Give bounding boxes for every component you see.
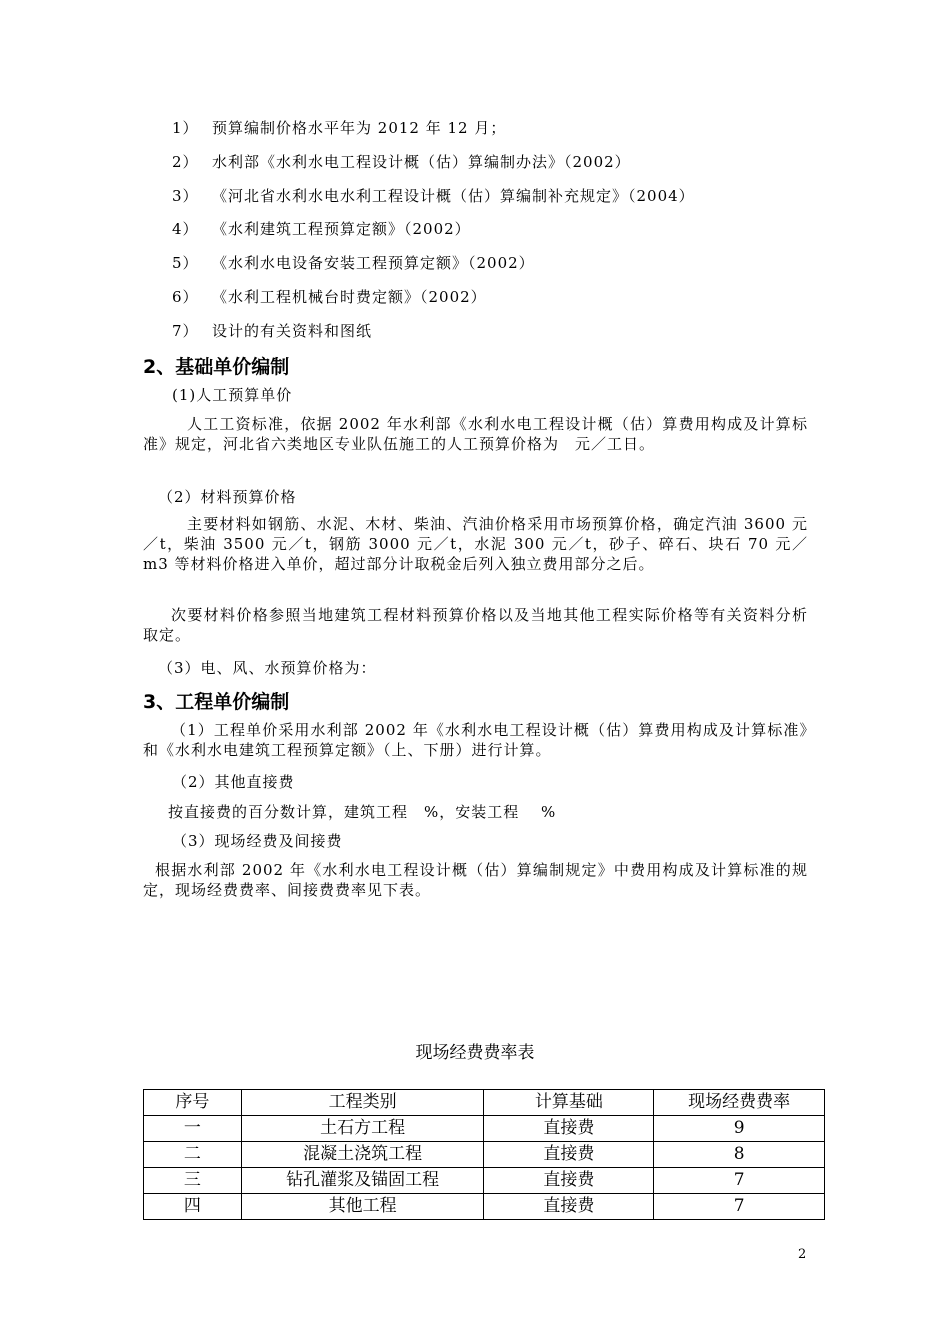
- list-item-text: 《水利水电设备安装工程预算定额》（2002）: [212, 254, 535, 272]
- table-cell: 二: [144, 1142, 242, 1168]
- subheading-utility-price: （3）电、风、水预算价格为：: [158, 659, 377, 677]
- subheading-other-direct-cost: （2）其他直接费: [172, 773, 295, 791]
- paragraph-rate-basis: 根据水利部 2002 年《水利水电工程设计概（估）算编制规定》中费用构成及计算标准的规定，现场经费费率、间接费费率见下表。: [143, 861, 808, 899]
- table-cell: 7: [654, 1168, 825, 1194]
- table-cell: 直接费: [484, 1168, 654, 1194]
- table-row: [144, 1168, 825, 1194]
- table-cell: 混凝土浇筑工程: [241, 1142, 484, 1168]
- table-cell: 直接费: [484, 1116, 654, 1142]
- table-cell: 其他工程: [241, 1194, 484, 1220]
- header-rate: 现场经费费率: [654, 1090, 825, 1116]
- paragraph-direct-cost-percent: 按直接费的百分数计算，建筑工程 %，安装工程 %: [168, 803, 557, 821]
- list-item-text: 《水利工程机械台时费定额》（2002）: [212, 288, 487, 306]
- list-item: 3） 《河北省水利水电水利工程设计概（估）算编制补充规定》（2004）: [172, 187, 695, 205]
- list-item: 6） 《水利工程机械台时费定额》（2002）: [172, 288, 487, 306]
- table-cell: 钻孔灌浆及锚固工程: [241, 1168, 484, 1194]
- header-basis: 计算基础: [484, 1090, 654, 1116]
- table-cell: 8: [654, 1142, 825, 1168]
- paragraph-main-materials: 主要材料如钢筋、水泥、木材、柴油、汽油价格采用市场预算价格，确定汽油 3600 元／t，柴油 3500 元／t，钢筋 3000 元／t，水泥 300 元／t，砂子、碎石、块石 70 元／m3 等材料价格进入单价，超过部分计取税金后列入独立费用部分之后。: [143, 515, 808, 573]
- list-item-text: 预算编制价格水平年为 2012 年 12 月；: [212, 119, 507, 137]
- subheading-labor-price: (1)人工预算单价: [172, 386, 293, 404]
- section-heading-2: 2、基础单价编制: [143, 356, 290, 378]
- list-item: 7） 设计的有关资料和图纸: [172, 322, 373, 340]
- header-seq: 序号: [144, 1090, 242, 1116]
- table-row: [144, 1116, 825, 1142]
- table-cell: 7: [654, 1194, 825, 1220]
- table-cell: 9: [654, 1116, 825, 1142]
- table-header-row: [144, 1090, 825, 1116]
- paragraph-unit-price-method: （1）工程单价采用水利部 2002 年《水利水电工程设计概（估）算费用构成及计算标准》和《水利水电建筑工程预算定额》（上、下册）进行计算。: [143, 721, 808, 759]
- table-cell: 直接费: [484, 1194, 654, 1220]
- site-cost-rate-table: [143, 1089, 825, 1220]
- list-item-text: 水利部《水利水电工程设计概（估）算编制办法》（2002）: [212, 153, 631, 171]
- list-item: 2） 水利部《水利水电工程设计概（估）算编制办法》（2002）: [172, 153, 631, 171]
- page-number: 2: [798, 1247, 807, 1262]
- list-item-text: 设计的有关资料和图纸: [212, 322, 373, 340]
- table-cell: 直接费: [484, 1142, 654, 1168]
- list-item: 5） 《水利水电设备安装工程预算定额》（2002）: [172, 254, 535, 272]
- subheading-site-indirect-cost: （3）现场经费及间接费: [172, 832, 343, 850]
- subheading-material-price: （2）材料预算价格: [158, 488, 297, 506]
- table-cell: 三: [144, 1168, 242, 1194]
- paragraph-labor-standard: 人工工资标准，依据 2002 年水利部《水利水电工程设计概（估）算费用构成及计算标准》规定，河北省六类地区专业队伍施工的人工预算价格为 元／工日。: [143, 415, 808, 453]
- list-item-text: 《河北省水利水电水利工程设计概（估）算编制补充规定》（2004）: [212, 187, 695, 205]
- table-row: [144, 1194, 825, 1220]
- list-item: 4） 《水利建筑工程预算定额》（2002）: [172, 220, 471, 238]
- header-category: 工程类别: [241, 1090, 484, 1116]
- table-title: 现场经费费率表: [415, 1043, 535, 1063]
- section-heading-3: 3、工程单价编制: [143, 691, 290, 713]
- table-cell: 土石方工程: [241, 1116, 484, 1142]
- table-cell: 一: [144, 1116, 242, 1142]
- table-cell: 四: [144, 1194, 242, 1220]
- paragraph-secondary-materials: 次要材料价格参照当地建筑工程材料预算价格以及当地其他工程实际价格等有关资料分析取定。: [143, 606, 808, 644]
- list-item: 1） 预算编制价格水平年为 2012 年 12 月；: [172, 119, 507, 137]
- list-item-text: 《水利建筑工程预算定额》（2002）: [212, 220, 471, 238]
- table-row: [144, 1142, 825, 1168]
